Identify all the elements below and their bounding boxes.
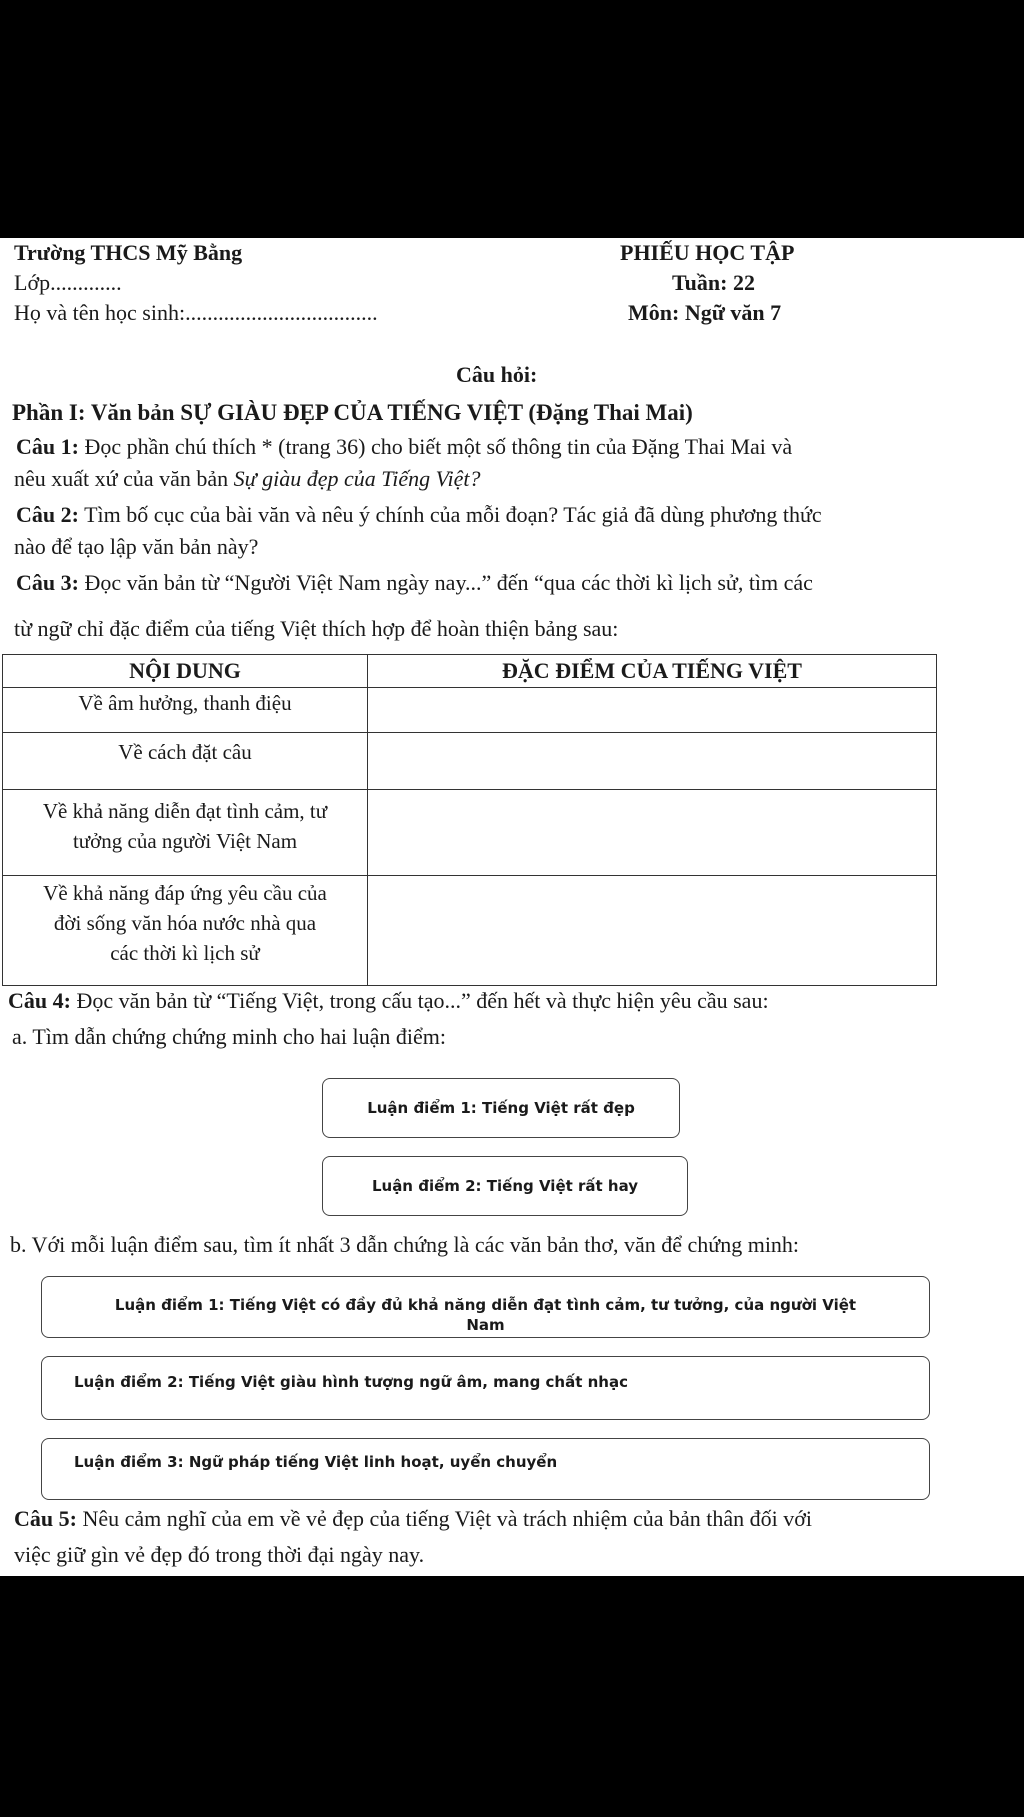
question-5-text: Nêu cảm nghĩ của em về vẻ đẹp của tiếng Việt và trách nhiệm của bản thân đối với <box>82 1506 812 1531</box>
question-4-label: Câu 4: <box>8 988 71 1013</box>
question-2 <box>16 502 822 528</box>
question-5-line2: việc giữ gìn vẻ đẹp đó trong thời đại ngày nay. <box>14 1542 425 1567</box>
school-name: Trường THCS Mỹ Bằng <box>14 240 243 265</box>
cell-line: Về cách đặt câu <box>118 740 252 764</box>
cell-line: Về âm hưởng, thanh điệu <box>78 691 292 715</box>
question-3-line2: từ ngữ chỉ đặc điểm của tiếng Việt thích hợp để hoàn thiện bảng sau: <box>14 616 619 641</box>
table-row <box>3 876 937 986</box>
cell-line: Về khả năng đáp ứng yêu cầu của <box>43 881 327 905</box>
question-1 <box>16 434 792 460</box>
cell-line: Về khả năng diễn đạt tình cảm, tư <box>42 799 328 823</box>
thesis-box-4-text: Luận điểm 2: Tiếng Việt giàu hình tượng ngữ âm, mang chất nhạc <box>74 1373 628 1391</box>
subject-label: Môn: Ngữ văn 7 <box>628 300 782 325</box>
table-row <box>3 790 937 876</box>
question-1-text: Đọc phần chú thích * (trang 36) cho biết một số thông tin của Đặng Thai Mai và <box>84 434 793 459</box>
thesis-box-3[interactable] <box>41 1276 930 1338</box>
table-cell-answer[interactable] <box>368 876 937 986</box>
thesis-box-1[interactable] <box>322 1078 680 1138</box>
question-1-title-italic: Sự giàu đẹp của Tiếng Việt? <box>233 466 481 491</box>
question-5 <box>14 1506 812 1532</box>
question-4b: b. Với mỗi luận điểm sau, tìm ít nhất 3 dẫn chứng là các văn bản thơ, văn để chứng minh: <box>10 1232 800 1257</box>
table-row <box>3 688 937 733</box>
question-2-line2: nào để tạo lập văn bản này? <box>14 534 259 559</box>
question-2-label: Câu 2: <box>16 502 79 527</box>
question-2-text: Tìm bố cục của bài văn và nêu ý chính của mỗi đoạn? Tác giả đã dùng phương thức <box>84 502 822 527</box>
worksheet-page <box>0 238 1024 1576</box>
question-5-label: Câu 5: <box>14 1506 77 1531</box>
table-row <box>3 733 937 790</box>
question-4-text: Đọc văn bản từ “Tiếng Việt, trong cấu tạo...” đến hết và thực hiện yêu cầu sau: <box>76 988 769 1013</box>
thesis-box-4[interactable] <box>41 1356 930 1420</box>
table-cell-answer[interactable] <box>368 688 937 733</box>
content-table <box>2 654 937 986</box>
question-1-text2: nêu xuất xứ của văn bản <box>14 466 234 491</box>
question-4a: a. Tìm dẫn chứng chứng minh cho hai luận điểm: <box>12 1024 447 1049</box>
question-3-text: Đọc văn bản từ “Người Việt Nam ngày nay...” đến “qua các thời kì lịch sử, tìm các <box>84 570 813 595</box>
question-1-line2 <box>14 466 480 492</box>
thesis-box-5-text: Luận điểm 3: Ngữ pháp tiếng Việt linh hoạt, uyển chuyển <box>74 1453 558 1471</box>
week-label: Tuần: 22 <box>672 270 755 295</box>
cell-line: tưởng của người Việt Nam <box>72 829 298 853</box>
student-name-label: Họ và tên học sinh:................................... <box>14 300 378 325</box>
part1-title: Phần I: Văn bản SỰ GIÀU ĐẸP CỦA TIẾNG VIỆT (Đặng Thai Mai) <box>12 400 693 425</box>
table-cell-content <box>3 876 368 986</box>
thesis-box-3-text: Luận điểm 1: Tiếng Việt có đầy đủ khả năng diễn đạt tình cảm, tư tưởng, của người Việt <box>114 1296 857 1314</box>
cell-line: các thời kì lịch sử <box>110 941 260 965</box>
class-label: Lớp............. <box>14 270 122 295</box>
question-1-label: Câu 1: <box>16 434 79 459</box>
sheet-title: PHIẾU HỌC TẬP <box>620 240 795 265</box>
question-4 <box>8 988 769 1014</box>
thesis-box-3-text-2: Nam <box>466 1316 505 1334</box>
thesis-box-2-text: Luận điểm 2: Tiếng Việt rất hay <box>371 1177 639 1195</box>
thesis-box-5[interactable] <box>41 1438 930 1500</box>
table-header-features: ĐẶC ĐIỂM CỦA TIẾNG VIỆT <box>368 655 937 688</box>
table-header-content: NỘI DUNG <box>3 655 368 688</box>
question-3 <box>16 570 813 596</box>
table-cell-content <box>3 790 368 876</box>
table-cell-content <box>3 688 368 733</box>
table-cell-answer[interactable] <box>368 790 937 876</box>
question-3-label: Câu 3: <box>16 570 79 595</box>
thesis-box-1-text: Luận điểm 1: Tiếng Việt rất đẹp <box>367 1099 635 1117</box>
questions-title: Câu hỏi: <box>456 362 538 387</box>
table-header-row <box>3 655 937 688</box>
thesis-box-2[interactable] <box>322 1156 688 1216</box>
cell-line: đời sống văn hóa nước nhà qua <box>53 911 317 935</box>
table-cell-answer[interactable] <box>368 733 937 790</box>
table-cell-content <box>3 733 368 790</box>
